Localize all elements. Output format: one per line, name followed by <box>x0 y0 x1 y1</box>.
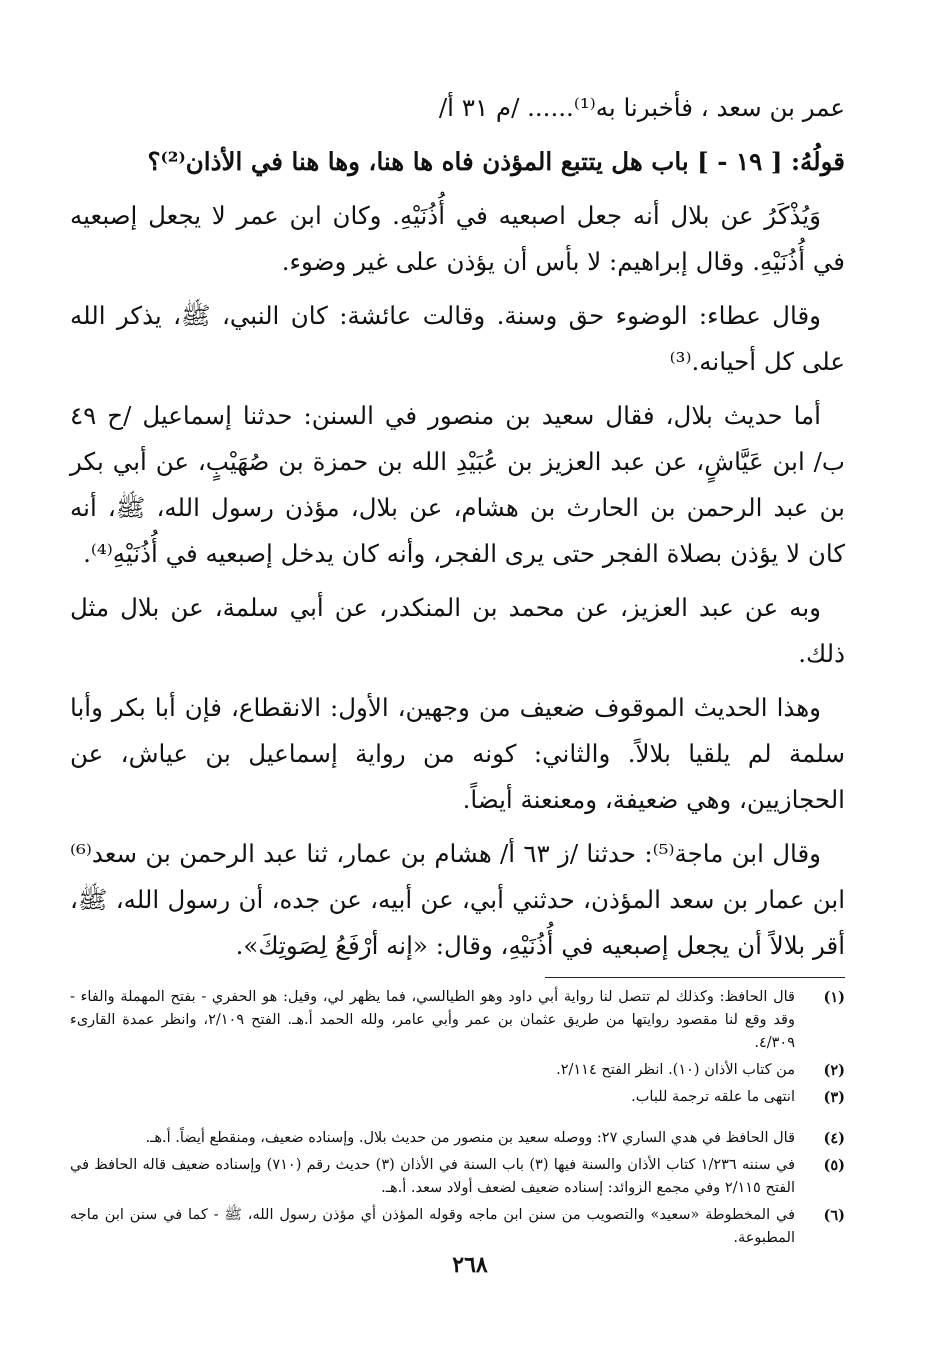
footnote-item <box>70 1127 845 1150</box>
footnote-item <box>70 1059 845 1082</box>
footnote-number: (٦) <box>823 1207 845 1224</box>
footnote-number: (٤) <box>823 1130 845 1147</box>
paragraph-continuation: عمر بن سعد ، فأخبرنا به⁽¹⁾...... /م ٣١ أ/ <box>438 93 845 122</box>
footnote-text: في المخطوطة «سعيد» والتصويب من سنن ابن ماجه وقوله المؤذن أي مؤذن رسول الله، ﷺ - كما في سنن ابن ماجه المطبوعة. <box>70 1207 795 1246</box>
footnote-item <box>70 986 845 1055</box>
footnote-item <box>70 1204 845 1250</box>
paragraph: وقال ابن ماجة⁽⁵⁾: حدثنا /ز ٦٣ أ/ هشام بن عمار، ثنا عبد الرحمن بن سعد⁽⁶⁾ ابن عمار بن سعد المؤذن، حدثني أبي، عن أبيه، عن جده، أن رسول الله، ﷺ، أقر بلالاً أن يجعل إصبعيه في أُذُنَيْهِ، وقال: «إنه أرْفَعُ لِصَوتِكَ». <box>70 839 845 960</box>
footnote-text: قال الحافظ: وكذلك لم تتصل لنا رواية أبي داود وهو الطيالسي، فما يظهر لي، وقيل: هو الحفري - بفتح المهملة والفاء - وقد وقع لنا مقصود روايتها من طريق عثمان بن عمر وأبي عامر، ولله الحمد أ.هـ. الفتح ٢/١٠٩، وانظر عمدة القارىء ٤/٣٠٩. <box>70 989 795 1051</box>
page-body <box>70 85 845 1254</box>
footnote-number: (٥) <box>823 1157 845 1174</box>
footnote-divider <box>545 977 845 978</box>
footnote-text: قال الحافظ في هدي الساري ٢٧: ووصله سعيد بن منصور من حديث بلال. وإسناده ضعيف، ومنقطع أيضاً. أ.هـ. <box>145 1130 795 1146</box>
paragraph: وقال عطاء: الوضوء حق وسنة. وقالت عائشة: كان النبي، ﷺ، يذكر الله على كل أحيانه.⁽³⁾ <box>70 301 845 376</box>
footnote-item <box>70 1086 845 1109</box>
footnote-item <box>70 1154 845 1200</box>
chapter-heading: قولُهُ: [ ١٩ - ] باب هل يتتبع المؤذن فاه ها هنا، وها هنا في الأذان⁽²⁾؟ <box>147 147 845 176</box>
paragraph: أما حديث بلال، فقال سعيد بن منصور في السنن: حدثنا إسماعيل /ح ٤٩ ب/ ابن عَيَّاشٍ، عن عبد العزيز بن عُبَيْدِ الله بن حمزة بن صُهَيْبٍ، عن أبي بكر بن عبد الرحمن بن الحارث بن هشام، عن بلال، مؤذن رسول الله، ﷺ، أنه كان لا يؤذن بصلاة الفجر حتى يرى الفجر، وأنه كان يدخل إصبعيه في أُذُنَيْهِ⁽⁴⁾. <box>70 401 845 568</box>
footnotes <box>70 986 845 1250</box>
paragraph: وهذا الحديث الموقوف ضعيف من وجهين، الأول: الانقطاع، فإن أبا بكر وأبا سلمة لم يلقيا بلالاً. والثاني: كونه من رواية إسماعيل بن عياش، عن الحجازيين، وهي ضعيفة، ومعنعنة أيضاً. <box>70 693 845 814</box>
footnote-number: (١) <box>823 989 845 1006</box>
footnote-text: انتهى ما علقه ترجمة للباب. <box>631 1089 795 1105</box>
footnote-number: (٢) <box>823 1062 845 1079</box>
paragraph: وبه عن عبد العزيز، عن محمد بن المنكدر، عن أبي سلمة، عن بلال مثل ذلك. <box>70 593 845 668</box>
footnote-number: (٣) <box>823 1089 845 1106</box>
page-number: ٢٦٨ <box>452 1252 488 1278</box>
paragraph: وَيُذْكَرُ عن بلال أنه جعل اصبعيه في أُذُنَيْهِ. وكان ابن عمر لا يجعل إصبعيه في أُذُنَيْهِ. وقال إبراهيم: لا بأس أن يؤذن على غير وضوء. <box>70 201 845 276</box>
footnote-text: من كتاب الأذان (١٠). انظر الفتح ٢/١١٤. <box>556 1062 795 1078</box>
footnote-text: في سننه ١/٢٣٦ كتاب الأذان والسنة فيها (٣) باب السنة في الأذان (٣) حديث رقم (٧١٠) وإسناده ضعيف قاله الحافظ في الفتح ٢/١١٥ وفي مجمع الزوائد: إسناده ضعيف لضعف أولاد سعد. أ.هـ. <box>70 1157 795 1196</box>
